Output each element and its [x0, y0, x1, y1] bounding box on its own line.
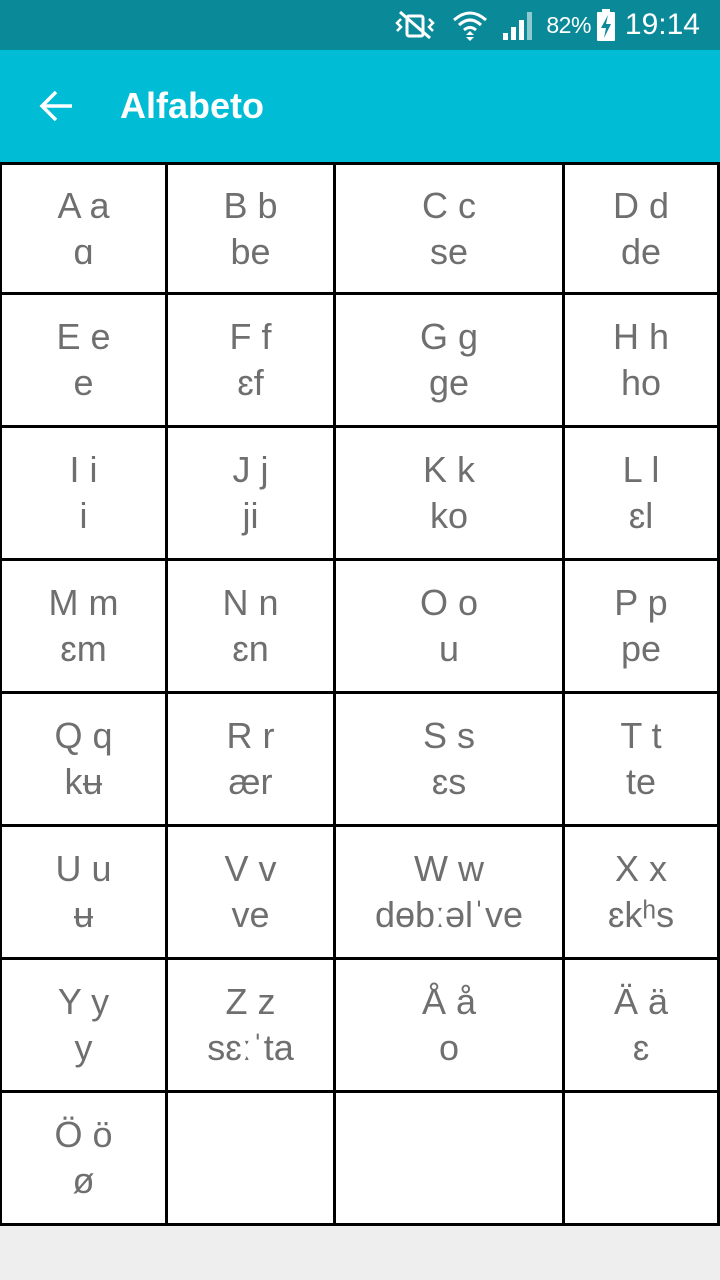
letter-cell[interactable]: [336, 295, 565, 428]
pronunciation-label: pe: [620, 628, 662, 669]
letter-cell[interactable]: [336, 162, 565, 295]
letter-label: H h: [612, 316, 670, 357]
pronunciation-label: ɛn: [232, 628, 269, 669]
pronunciation-label: ɛ: [632, 1027, 650, 1068]
app-bar: [0, 50, 720, 162]
alphabet-grid: [0, 162, 720, 1226]
signal-icon: [502, 8, 536, 42]
wifi-icon: [452, 8, 488, 42]
letter-label: O o: [419, 582, 479, 623]
pronunciation-label: ʉ: [73, 894, 94, 935]
letter-label: M m: [48, 582, 119, 623]
pronunciation-label: ɛs: [431, 761, 467, 802]
pronunciation-label: ø: [72, 1160, 95, 1201]
empty-cell: [565, 1093, 720, 1226]
pronunciation-label: se: [429, 230, 469, 272]
pronunciation-label: ge: [428, 362, 470, 403]
battery-percent: 82%: [546, 11, 591, 38]
letter-cell[interactable]: [0, 694, 168, 827]
letter-cell[interactable]: [168, 827, 336, 960]
letter-label: D d: [612, 184, 670, 226]
letter-cell[interactable]: [168, 561, 336, 694]
pronunciation-label: ær: [228, 761, 273, 802]
pronunciation-label: ve: [231, 894, 270, 935]
letter-cell[interactable]: [565, 162, 720, 295]
pronunciation-label: u: [438, 628, 460, 669]
letter-label: F f: [229, 316, 272, 357]
pronunciation-label: ɛl: [628, 495, 654, 536]
letter-cell[interactable]: [0, 428, 168, 561]
letter-cell[interactable]: [565, 428, 720, 561]
back-button[interactable]: [28, 78, 84, 134]
letter-label: N n: [222, 582, 279, 623]
letter-label: E e: [56, 316, 111, 357]
letter-cell[interactable]: [565, 960, 720, 1093]
letter-label: Å å: [421, 981, 477, 1022]
letter-cell[interactable]: [565, 694, 720, 827]
letter-label: C c: [422, 184, 476, 226]
letter-label: I i: [69, 449, 98, 490]
page-title: Alfabeto: [120, 85, 264, 126]
empty-cell: [336, 1093, 565, 1226]
letter-cell[interactable]: [336, 694, 565, 827]
letter-cell[interactable]: [565, 561, 720, 694]
arrow-back-icon: [38, 88, 74, 124]
letter-cell[interactable]: [565, 295, 720, 428]
letter-label: G g: [419, 316, 479, 357]
letter-label: S s: [422, 715, 475, 756]
pronunciation-label: y: [74, 1027, 93, 1068]
pronunciation-label: be: [230, 230, 271, 272]
pronunciation-label: e: [73, 362, 94, 403]
pronunciation-label: te: [625, 761, 657, 802]
pronunciation-label: ɛkʰs: [607, 894, 675, 935]
letter-label: R r: [226, 715, 275, 756]
letter-label: B b: [223, 184, 278, 226]
letter-cell[interactable]: [336, 561, 565, 694]
pronunciation-label: ɛm: [60, 628, 107, 669]
letter-cell[interactable]: [0, 827, 168, 960]
letter-label: U u: [55, 848, 112, 889]
letter-label: A a: [57, 184, 110, 226]
letter-cell[interactable]: [336, 827, 565, 960]
letter-label: T t: [620, 715, 662, 756]
letter-cell[interactable]: [168, 295, 336, 428]
letter-cell[interactable]: [168, 960, 336, 1093]
letter-label: P p: [614, 582, 668, 623]
pronunciation-label: kʉ: [64, 761, 103, 802]
status-bar: [0, 0, 720, 50]
pronunciation-label: dɵbːəlˈve: [374, 894, 524, 935]
letter-cell[interactable]: [0, 960, 168, 1093]
letter-label: Z z: [225, 981, 276, 1022]
letter-label: V v: [224, 848, 277, 889]
clock: 19:14: [624, 8, 700, 41]
letter-cell[interactable]: [0, 561, 168, 694]
pronunciation-label: o: [438, 1027, 460, 1068]
letter-label: Y y: [57, 981, 110, 1022]
pronunciation-label: sɛːˈta: [207, 1027, 294, 1068]
pronunciation-label: ɛf: [237, 362, 264, 403]
letter-cell[interactable]: [0, 295, 168, 428]
pronunciation-label: ji: [242, 495, 259, 536]
letter-label: J j: [232, 449, 269, 490]
letter-cell[interactable]: [168, 428, 336, 561]
letter-cell[interactable]: [0, 162, 168, 295]
letter-label: Q q: [54, 715, 113, 756]
pronunciation-label: ho: [620, 362, 662, 403]
empty-cell: [168, 1093, 336, 1226]
letter-cell[interactable]: [336, 960, 565, 1093]
letter-cell[interactable]: [565, 827, 720, 960]
pronunciation-label: i: [79, 495, 88, 536]
letter-label: X x: [614, 848, 667, 889]
pronunciation-label: ko: [429, 495, 469, 536]
letter-label: K k: [422, 449, 475, 490]
letter-cell[interactable]: [168, 162, 336, 295]
battery-charging-icon: [597, 8, 615, 42]
letter-cell[interactable]: [0, 1093, 168, 1226]
letter-label: Ä ä: [613, 981, 669, 1022]
letter-label: Ö ö: [54, 1114, 113, 1155]
letter-label: W w: [414, 848, 484, 889]
vibrate-mute-icon: [392, 8, 438, 42]
letter-cell[interactable]: [168, 694, 336, 827]
pronunciation-label: ɑ: [73, 230, 94, 272]
letter-cell[interactable]: [336, 428, 565, 561]
letter-label: L l: [622, 449, 660, 490]
pronunciation-label: de: [620, 230, 662, 272]
